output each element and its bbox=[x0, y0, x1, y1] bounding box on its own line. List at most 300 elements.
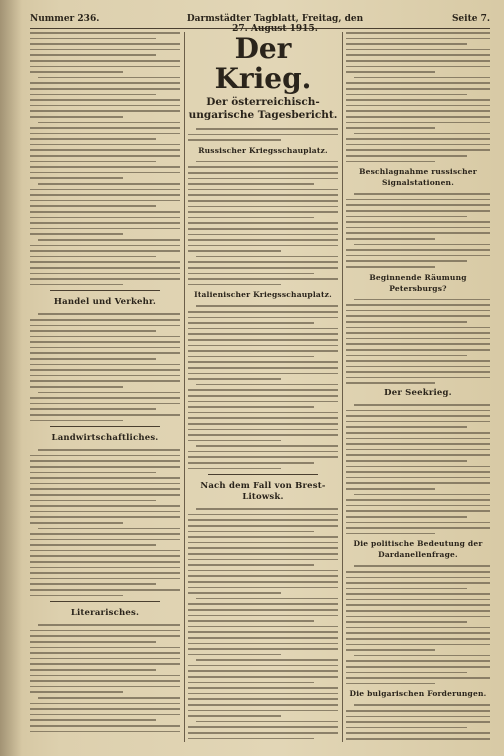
text-line bbox=[30, 336, 180, 338]
text-line bbox=[30, 408, 156, 410]
text-line bbox=[188, 726, 338, 728]
column-middle bbox=[188, 32, 338, 742]
text-line bbox=[346, 227, 490, 229]
text-line bbox=[30, 635, 180, 637]
text-line bbox=[346, 644, 490, 646]
text-line bbox=[188, 732, 338, 734]
text-line bbox=[30, 245, 180, 247]
text-line bbox=[30, 99, 180, 101]
text-line bbox=[30, 49, 180, 51]
text-line bbox=[30, 386, 123, 388]
heading-signal-stations: Beschlagnahme russischer Signalstationen. bbox=[359, 167, 477, 188]
text-line bbox=[188, 553, 338, 555]
text-line bbox=[188, 542, 338, 544]
text-line bbox=[188, 715, 281, 717]
text-line bbox=[30, 420, 123, 422]
text-line bbox=[346, 315, 490, 317]
text-line bbox=[346, 161, 435, 163]
issue-number: Nummer 236. bbox=[30, 14, 100, 24]
text-line bbox=[30, 630, 180, 632]
heading-dardanelles: Die politische Bedeutung der Dardanellenfrage. bbox=[353, 539, 483, 560]
text-line bbox=[346, 716, 490, 718]
text-line bbox=[38, 183, 180, 185]
text-line bbox=[30, 82, 180, 84]
heading-brest-litovsk: Nach dem Fall von Brest-Litowsk. bbox=[200, 481, 326, 503]
text-line bbox=[346, 321, 467, 323]
text-line bbox=[188, 406, 314, 408]
text-line bbox=[346, 449, 490, 451]
text-line bbox=[346, 332, 490, 334]
text-line bbox=[30, 319, 180, 321]
text-line bbox=[30, 347, 180, 349]
text-line bbox=[30, 71, 123, 73]
text-line bbox=[30, 641, 156, 643]
section-divider bbox=[50, 290, 160, 291]
text-line bbox=[188, 311, 338, 313]
text-line bbox=[188, 245, 338, 247]
text-line bbox=[346, 488, 435, 490]
text-line bbox=[188, 665, 338, 667]
text-line bbox=[346, 138, 490, 140]
text-line bbox=[38, 239, 180, 241]
text-line bbox=[30, 658, 180, 660]
text-line bbox=[188, 328, 338, 330]
text-line bbox=[30, 88, 180, 90]
text-line bbox=[188, 648, 338, 650]
column-right bbox=[346, 32, 490, 742]
text-line bbox=[30, 647, 180, 649]
text-line bbox=[346, 499, 490, 501]
text-line bbox=[30, 533, 180, 535]
text-line bbox=[354, 565, 490, 567]
text-line bbox=[346, 149, 490, 151]
text-line bbox=[346, 327, 490, 329]
text-line bbox=[30, 211, 180, 213]
text-line bbox=[346, 516, 467, 518]
text-line bbox=[38, 77, 180, 79]
text-line bbox=[188, 531, 314, 533]
text-line bbox=[30, 703, 180, 705]
heading-trade: Handel und Verkehr. bbox=[53, 297, 157, 308]
text-line bbox=[346, 510, 490, 512]
text-line bbox=[354, 244, 490, 246]
text-line bbox=[346, 238, 435, 240]
text-line bbox=[30, 550, 180, 552]
text-line bbox=[188, 559, 338, 561]
text-line bbox=[30, 516, 180, 518]
text-line bbox=[188, 525, 338, 527]
text-line bbox=[188, 519, 338, 521]
text-line bbox=[346, 49, 490, 51]
text-line bbox=[38, 122, 180, 124]
text-line bbox=[346, 410, 490, 412]
text-line bbox=[30, 578, 180, 580]
text-line bbox=[30, 155, 180, 157]
text-line bbox=[188, 194, 338, 196]
text-line bbox=[30, 595, 123, 597]
text-line bbox=[346, 221, 490, 223]
text-line bbox=[346, 460, 467, 462]
war-subtitle: Der österreichisch-ungarische Tagesbericht. bbox=[188, 96, 338, 121]
text-line bbox=[188, 468, 281, 470]
text-line bbox=[188, 429, 338, 431]
text-line bbox=[30, 680, 180, 682]
text-line bbox=[346, 677, 490, 679]
text-line bbox=[346, 738, 490, 740]
text-line bbox=[346, 522, 490, 524]
text-line bbox=[30, 341, 180, 343]
text-line bbox=[30, 561, 180, 563]
text-line bbox=[30, 466, 180, 468]
text-line bbox=[346, 32, 490, 34]
heading-bulgarian-demands: Die bulgarischen Forderungen. bbox=[349, 689, 487, 699]
text-line bbox=[30, 172, 180, 174]
text-line bbox=[346, 593, 490, 595]
text-line bbox=[354, 655, 490, 657]
text-line bbox=[346, 482, 490, 484]
text-line bbox=[188, 536, 338, 538]
text-line bbox=[346, 38, 490, 40]
text-line bbox=[346, 477, 490, 479]
text-line bbox=[30, 66, 180, 68]
text-line bbox=[346, 60, 490, 62]
text-line bbox=[188, 637, 338, 639]
text-line bbox=[346, 54, 490, 56]
text-line bbox=[188, 206, 338, 208]
text-line bbox=[346, 721, 490, 723]
text-line bbox=[346, 426, 467, 428]
text-line bbox=[354, 704, 490, 706]
section-divider bbox=[208, 474, 318, 475]
text-line bbox=[188, 139, 281, 141]
text-line bbox=[346, 210, 490, 212]
text-line bbox=[188, 682, 314, 684]
text-line bbox=[30, 375, 180, 377]
text-line bbox=[354, 77, 490, 79]
text-line bbox=[30, 228, 180, 230]
text-line bbox=[188, 345, 338, 347]
text-line bbox=[346, 638, 490, 640]
text-line bbox=[188, 738, 314, 740]
text-line bbox=[188, 401, 338, 403]
text-line bbox=[30, 483, 180, 485]
text-line bbox=[30, 719, 156, 721]
text-line bbox=[188, 166, 338, 168]
text-line bbox=[188, 704, 338, 706]
text-line bbox=[188, 333, 338, 335]
text-line bbox=[354, 404, 490, 406]
text-line bbox=[346, 627, 490, 629]
text-line bbox=[30, 161, 156, 163]
text-line bbox=[30, 669, 156, 671]
text-line bbox=[346, 672, 467, 674]
text-line bbox=[30, 250, 180, 252]
text-line bbox=[196, 305, 338, 307]
text-line bbox=[188, 189, 338, 191]
text-line bbox=[188, 609, 338, 611]
text-line bbox=[30, 522, 123, 524]
text-line bbox=[354, 133, 490, 135]
text-line bbox=[346, 355, 467, 357]
text-line bbox=[188, 440, 281, 442]
text-line bbox=[188, 643, 338, 645]
text-line bbox=[196, 384, 338, 386]
text-line bbox=[30, 708, 180, 710]
text-line bbox=[38, 697, 180, 699]
text-line bbox=[196, 161, 338, 163]
text-line bbox=[30, 284, 123, 286]
text-line bbox=[30, 217, 180, 219]
text-line bbox=[30, 200, 180, 202]
text-line bbox=[30, 38, 156, 40]
text-line bbox=[188, 456, 338, 458]
text-line bbox=[346, 204, 490, 206]
text-line bbox=[346, 660, 490, 662]
text-line bbox=[346, 377, 490, 379]
heading-italian-front: Italienischer Kriegsschauplatz. bbox=[194, 290, 332, 300]
text-line bbox=[188, 356, 314, 358]
text-line bbox=[346, 632, 490, 634]
text-line bbox=[30, 652, 180, 654]
text-line bbox=[188, 267, 338, 269]
text-line bbox=[346, 105, 490, 107]
text-line bbox=[354, 299, 490, 301]
text-line bbox=[188, 564, 314, 566]
text-line bbox=[30, 488, 180, 490]
text-line bbox=[188, 423, 338, 425]
war-title: Der Krieg. bbox=[214, 32, 312, 95]
text-line bbox=[196, 598, 338, 600]
text-line bbox=[346, 443, 490, 445]
text-line bbox=[346, 505, 490, 507]
text-line bbox=[346, 260, 467, 262]
text-line bbox=[30, 472, 156, 474]
text-line bbox=[196, 256, 338, 258]
text-line bbox=[30, 544, 156, 546]
text-line bbox=[30, 177, 123, 179]
text-line bbox=[30, 364, 180, 366]
text-line bbox=[346, 454, 490, 456]
text-line bbox=[346, 438, 490, 440]
text-line bbox=[188, 339, 338, 341]
text-line bbox=[30, 60, 180, 62]
text-line bbox=[196, 445, 338, 447]
text-line bbox=[346, 116, 490, 118]
text-line bbox=[346, 199, 490, 201]
text-line bbox=[30, 505, 180, 507]
text-line bbox=[30, 494, 180, 496]
text-line bbox=[188, 278, 338, 280]
text-line bbox=[346, 666, 490, 668]
text-line bbox=[188, 587, 338, 589]
text-line bbox=[346, 127, 435, 129]
text-line bbox=[188, 172, 338, 174]
text-line bbox=[346, 432, 490, 434]
section-divider bbox=[50, 601, 160, 602]
text-line bbox=[346, 349, 490, 351]
page-number: Seite 7. bbox=[451, 14, 490, 24]
text-line bbox=[346, 155, 467, 157]
text-line bbox=[188, 514, 338, 516]
text-line bbox=[30, 144, 180, 146]
text-line bbox=[30, 54, 156, 56]
text-line bbox=[188, 654, 281, 656]
text-line bbox=[346, 577, 490, 579]
text-line bbox=[30, 261, 180, 263]
text-line bbox=[30, 731, 180, 733]
text-line bbox=[188, 222, 338, 224]
heading-literature: Literarisches. bbox=[70, 608, 140, 619]
text-line bbox=[30, 278, 180, 280]
text-line bbox=[188, 434, 338, 436]
text-line bbox=[30, 358, 156, 360]
heading-russian-front: Russischer Kriegsschauplatz. bbox=[198, 145, 328, 155]
text-line bbox=[188, 234, 338, 236]
text-line bbox=[188, 350, 338, 352]
text-line bbox=[188, 228, 338, 230]
text-line bbox=[346, 122, 490, 124]
text-line bbox=[30, 583, 156, 585]
text-line bbox=[188, 412, 338, 414]
text-line bbox=[30, 194, 180, 196]
text-line bbox=[188, 373, 338, 375]
text-line bbox=[30, 138, 156, 140]
text-line bbox=[346, 599, 490, 601]
text-line bbox=[346, 338, 490, 340]
text-line bbox=[38, 449, 180, 451]
text-line bbox=[196, 128, 338, 130]
text-line bbox=[38, 313, 180, 315]
text-line bbox=[188, 178, 338, 180]
text-line bbox=[30, 166, 180, 168]
text-line bbox=[188, 547, 338, 549]
text-line bbox=[188, 361, 338, 363]
text-line bbox=[188, 317, 338, 319]
text-line bbox=[30, 675, 180, 677]
heading-agriculture: Landwirtschaftliches. bbox=[51, 433, 159, 444]
text-line bbox=[30, 233, 123, 235]
column-rule bbox=[342, 32, 343, 742]
text-line bbox=[30, 500, 156, 502]
text-line bbox=[346, 649, 435, 651]
text-line bbox=[346, 588, 467, 590]
text-line bbox=[346, 382, 435, 384]
text-line bbox=[188, 217, 314, 219]
text-line bbox=[188, 581, 338, 583]
text-line bbox=[346, 249, 490, 251]
text-line bbox=[346, 727, 467, 729]
text-line bbox=[346, 371, 490, 373]
text-line bbox=[346, 582, 490, 584]
text-line bbox=[346, 71, 435, 73]
text-line bbox=[30, 380, 180, 382]
text-line bbox=[346, 43, 467, 45]
text-line bbox=[346, 471, 490, 473]
text-line bbox=[30, 352, 180, 354]
text-line bbox=[188, 322, 314, 324]
text-line bbox=[188, 367, 338, 369]
text-line bbox=[30, 330, 156, 332]
text-line bbox=[354, 494, 490, 496]
text-line bbox=[346, 343, 490, 345]
text-line bbox=[30, 572, 180, 574]
text-line bbox=[346, 216, 467, 218]
section-divider bbox=[50, 426, 160, 427]
text-line bbox=[30, 267, 180, 269]
text-line bbox=[188, 284, 281, 286]
text-line bbox=[30, 714, 180, 716]
text-line bbox=[30, 32, 180, 34]
text-line bbox=[188, 570, 338, 572]
text-line bbox=[346, 533, 435, 535]
text-line bbox=[188, 575, 338, 577]
text-line bbox=[346, 310, 490, 312]
text-line bbox=[188, 250, 281, 252]
text-line bbox=[30, 663, 180, 665]
text-line bbox=[346, 255, 490, 257]
text-line bbox=[346, 110, 490, 112]
text-line bbox=[346, 732, 490, 734]
page-fold-shadow bbox=[0, 0, 22, 756]
text-line bbox=[30, 455, 180, 457]
page-header bbox=[30, 10, 490, 34]
text-line bbox=[196, 508, 338, 510]
text-line bbox=[346, 99, 490, 101]
text-line bbox=[188, 389, 338, 391]
text-line bbox=[346, 88, 490, 90]
text-line bbox=[346, 466, 490, 468]
text-line bbox=[30, 539, 180, 541]
text-line bbox=[346, 604, 490, 606]
text-line bbox=[30, 686, 180, 688]
text-line bbox=[30, 403, 180, 405]
text-line bbox=[30, 567, 180, 569]
text-line bbox=[188, 134, 338, 136]
heading-naval-war: Der Seekrieg. bbox=[384, 388, 452, 399]
text-line bbox=[188, 239, 338, 241]
text-line bbox=[30, 691, 123, 693]
text-line bbox=[346, 571, 490, 573]
text-line bbox=[30, 273, 180, 275]
text-line bbox=[188, 261, 338, 263]
text-line bbox=[30, 116, 123, 118]
text-line bbox=[346, 527, 490, 529]
text-line bbox=[188, 626, 338, 628]
text-line bbox=[30, 397, 180, 399]
text-line bbox=[30, 222, 180, 224]
text-line bbox=[30, 369, 180, 371]
heading-petersburg: Beginnende Räumung Petersburgs? bbox=[369, 272, 467, 293]
text-line bbox=[346, 232, 490, 234]
text-line bbox=[188, 615, 338, 617]
text-line bbox=[188, 378, 281, 380]
text-line bbox=[346, 82, 490, 84]
text-line bbox=[38, 528, 180, 530]
text-line bbox=[188, 698, 338, 700]
text-line bbox=[38, 392, 180, 394]
text-line bbox=[30, 725, 180, 727]
text-line bbox=[30, 133, 180, 135]
text-line bbox=[188, 211, 338, 213]
text-line bbox=[196, 659, 338, 661]
text-line bbox=[346, 610, 490, 612]
text-line bbox=[188, 273, 314, 275]
text-line bbox=[188, 200, 338, 202]
text-line bbox=[346, 66, 490, 68]
text-line bbox=[188, 687, 338, 689]
text-line bbox=[188, 631, 338, 633]
text-line bbox=[30, 105, 180, 107]
